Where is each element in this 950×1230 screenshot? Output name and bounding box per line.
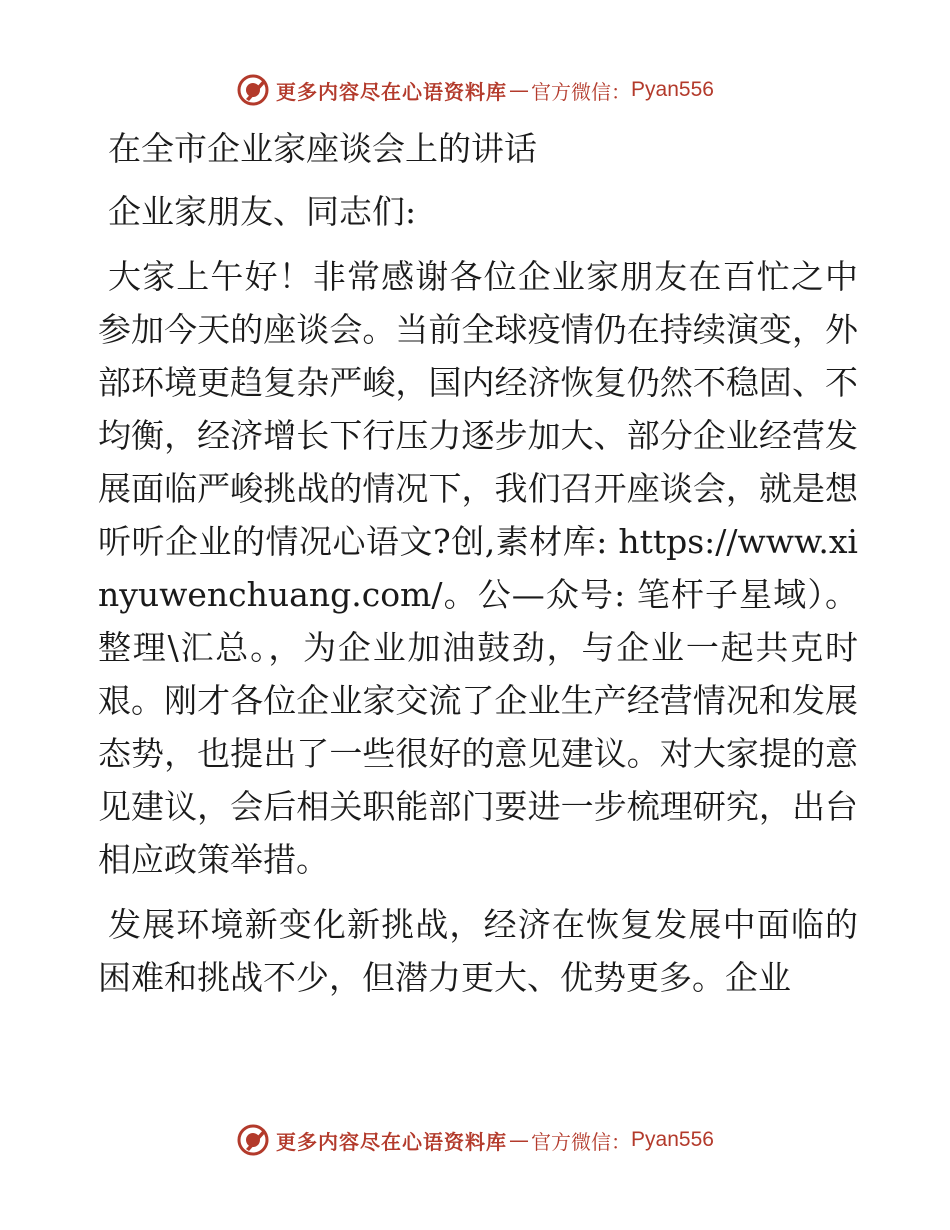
- paragraph-2: 发展环境新变化新挑战，经济在恢复发展中面临的困难和挑战不少，但潜力更大、优势更多。企业: [98, 905, 858, 997]
- document-body: [98, 122, 858, 1016]
- watermark-dash: —: [509, 1128, 530, 1152]
- watermark-contact-label: 官方微信：: [531, 79, 632, 104]
- watermark-brand: 更多内容尽在心语资料库: [276, 79, 508, 104]
- watermark-brand: 更多内容尽在心语资料库: [276, 1129, 508, 1154]
- quill-logo-icon: [236, 73, 270, 107]
- document-salutation: 企业家朋友、同志们:: [108, 192, 417, 231]
- watermark-contact-id: Pyan556: [631, 1128, 714, 1151]
- watermark-contact-id: Pyan556: [631, 78, 714, 101]
- document-title: 在全市企业家座谈会上的讲话: [108, 129, 537, 168]
- footer-watermark: [0, 1120, 950, 1160]
- watermark-contact-label: 官方微信：: [531, 1129, 632, 1154]
- quill-logo-icon: [236, 1123, 270, 1157]
- watermark-dash: —: [509, 78, 530, 102]
- header-watermark: [0, 70, 950, 110]
- paragraph-1: 大家上午好！非常感谢各位企业家朋友在百忙之中参加今天的座谈会。当前全球疫情仍在持续演变，外部环境更趋复杂严峻，国内经济恢复仍然不稳固、不均衡，经济增长下行压力逐步加大、部分企业经营发展面临严峻挑战的情况下，我们召开座谈会，就是想听听企业的情况心语文?创,素材库: https://www.xinyuwenchuang.com/。公—众号: 笔杆子星域）。整理\汇总。，为企业加油鼓劲，与企业一起共克时艰。刚才各位企业家交流了企业生产经营情况和发展态势，也提出了一些很好的意见建议。对大家提的意见建议，会后相关职能部门要进一步梳理研究，出台相应政策举措。: [98, 257, 858, 879]
